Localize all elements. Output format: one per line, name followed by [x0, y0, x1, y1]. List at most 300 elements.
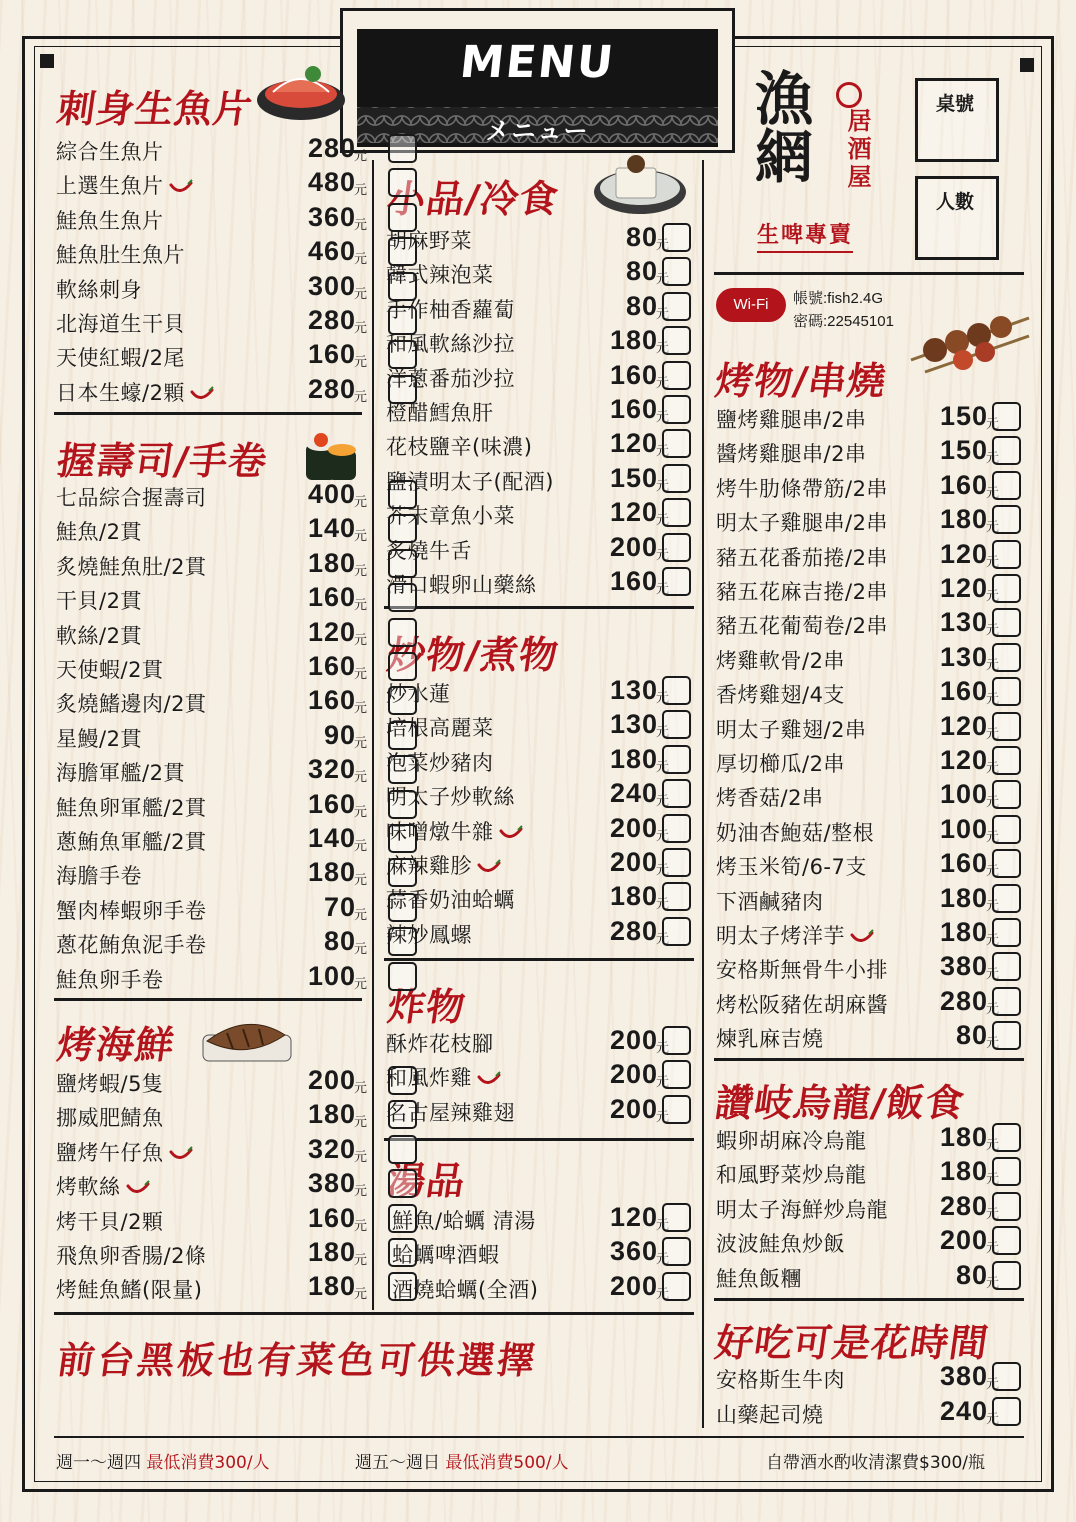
item-price: 280	[307, 133, 356, 163]
price-unit: 元	[656, 1218, 670, 1233]
price-unit: 元	[354, 1253, 368, 1268]
order-checkbox[interactable]	[662, 464, 691, 493]
chili-pepper-icon	[168, 179, 194, 195]
menu-item-sushi	[56, 617, 420, 651]
menu-item-appetizers	[386, 394, 694, 428]
menu-item-stir-fry	[386, 744, 694, 778]
item-price: 240	[609, 778, 658, 809]
price-unit: 元	[986, 829, 1000, 845]
skewer-icon	[905, 290, 1035, 374]
table-number-box[interactable]	[915, 78, 999, 162]
order-checkbox[interactable]	[662, 848, 691, 877]
item-price: 380	[939, 1361, 988, 1391]
order-checkbox[interactable]	[662, 257, 691, 286]
menu-item-stir-fry	[386, 916, 694, 950]
menu-item-sushi	[56, 892, 420, 926]
item-price: 200	[307, 1065, 356, 1095]
item-name: 蛤蠣啤酒蝦	[392, 1243, 500, 1268]
order-checkbox[interactable]	[388, 134, 417, 163]
price-unit: 元	[986, 1206, 1000, 1222]
item-name: 星鰻/2貫	[56, 726, 142, 751]
menu-item-skewers	[716, 848, 1024, 882]
price-unit: 元	[354, 976, 368, 992]
price-unit: 元	[354, 217, 368, 233]
tofu-dish-icon	[590, 148, 690, 220]
order-checkbox[interactable]	[992, 987, 1021, 1016]
order-checkbox[interactable]	[992, 712, 1021, 741]
price-unit: 元	[354, 1184, 368, 1200]
item-name: 鹽烤蝦/5隻	[56, 1072, 164, 1096]
order-checkbox[interactable]	[662, 917, 691, 946]
order-checkbox[interactable]	[992, 1157, 1021, 1186]
price-unit: 元	[656, 794, 670, 810]
price-unit: 元	[986, 692, 1000, 708]
blackboard-note: 前台黑板也有菜色可供選擇	[54, 1338, 541, 1382]
item-price: 80	[955, 1020, 988, 1051]
item-name: 和風野菜炒烏龍	[716, 1163, 867, 1188]
order-checkbox[interactable]	[992, 849, 1021, 878]
menu-item-appetizers	[386, 360, 694, 394]
order-checkbox[interactable]	[662, 1272, 691, 1301]
price-unit: 元	[986, 1138, 1000, 1153]
item-name: 炒水蓮	[386, 682, 451, 706]
menu-item-soup	[392, 1202, 694, 1236]
menu-item-skewers	[716, 814, 1024, 848]
order-checkbox[interactable]	[662, 1203, 691, 1232]
order-checkbox[interactable]	[992, 746, 1021, 775]
item-name: 洋蔥番茄沙拉	[386, 366, 515, 391]
menu-item-fried	[386, 1094, 694, 1128]
order-checkbox[interactable]	[662, 1026, 691, 1055]
order-checkbox[interactable]	[992, 608, 1021, 637]
item-name: 七品綜合握壽司	[56, 486, 207, 510]
price-unit: 元	[986, 520, 1000, 536]
menu-item-skewers	[716, 642, 1024, 676]
price-unit: 元	[354, 770, 368, 786]
section-rule	[714, 1298, 1024, 1301]
item-name: 軟絲刺身	[56, 277, 142, 302]
item-name: 下酒鹹豬肉	[716, 889, 824, 914]
order-checkbox[interactable]	[992, 436, 1021, 465]
price-unit: 元	[986, 1241, 1000, 1257]
menu-title: MENU	[457, 37, 618, 88]
menu-item-grilled-seafood	[56, 1271, 420, 1305]
order-checkbox[interactable]	[992, 1021, 1021, 1050]
item-price: 160	[939, 848, 988, 879]
price-unit: 元	[986, 933, 1000, 948]
price-unit: 元	[354, 735, 368, 751]
price-unit: 元	[986, 451, 1000, 467]
order-checkbox[interactable]	[992, 1362, 1021, 1391]
order-checkbox[interactable]	[992, 505, 1021, 534]
section-rule	[54, 998, 362, 1001]
item-name: 山藥起司燒	[716, 1403, 824, 1427]
price-unit: 元	[986, 485, 1000, 501]
item-price: 80	[625, 222, 658, 252]
item-price: 320	[307, 754, 356, 785]
item-price: 280	[307, 305, 356, 335]
price-unit: 元	[986, 1377, 1000, 1392]
item-name: 烤軟絲	[56, 1171, 151, 1201]
people-count-box[interactable]	[915, 176, 999, 260]
order-checkbox[interactable]	[662, 710, 691, 739]
order-checkbox[interactable]	[992, 471, 1021, 500]
menu-item-fried	[386, 1059, 694, 1093]
item-name: 蝦卵胡麻冷烏龍	[716, 1129, 867, 1153]
price-unit: 元	[986, 657, 1000, 673]
item-price: 130	[609, 709, 658, 740]
menu-item-udon	[716, 1191, 1024, 1225]
menu-item-appetizers	[386, 428, 694, 462]
item-price: 180	[307, 1099, 356, 1130]
menu-item-grilled-seafood	[56, 1168, 420, 1202]
item-name: 豬五花麻吉捲/2串	[716, 580, 888, 604]
menu-item-skewers	[716, 470, 1024, 504]
item-name: 豬五花葡萄卷/2串	[716, 614, 888, 639]
price-unit: 元	[354, 1287, 368, 1303]
order-checkbox[interactable]	[992, 884, 1021, 913]
menu-item-grilled-seafood	[56, 1065, 420, 1099]
menu-item-skewers	[716, 504, 1024, 538]
item-name: 鹽烤雞腿串/2串	[716, 408, 867, 432]
menu-item-sushi	[56, 857, 420, 891]
price-unit: 元	[354, 701, 368, 717]
order-checkbox[interactable]	[992, 402, 1021, 431]
price-unit: 元	[354, 632, 368, 648]
item-name: 醬烤雞腿串/2串	[716, 442, 867, 467]
menu-item-sushi	[56, 926, 420, 960]
section-title-appetizers: 小品/冷食	[384, 176, 562, 221]
price-unit: 元	[354, 667, 368, 682]
footer-weekend	[355, 1448, 569, 1473]
item-price: 90	[323, 719, 356, 750]
item-name: 明太子雞翅/2串	[716, 717, 867, 742]
price-unit: 元	[656, 691, 670, 706]
price-unit: 元	[986, 1001, 1000, 1017]
order-checkbox[interactable]	[388, 1135, 417, 1164]
menu-item-skewers	[716, 676, 1024, 710]
item-price: 140	[307, 823, 356, 853]
item-price: 120	[939, 745, 988, 775]
item-price: 180	[939, 917, 988, 947]
item-name: 干貝/2貫	[56, 589, 142, 614]
item-name: 炙燒牛舌	[386, 538, 472, 563]
menu-item-appetizers	[386, 463, 694, 497]
item-name: 鹽漬明太子(配酒)	[386, 469, 554, 494]
order-checkbox[interactable]	[992, 1261, 1021, 1290]
chili-pepper-icon	[498, 825, 524, 841]
item-price: 180	[939, 1156, 988, 1187]
menu-item-grilled-seafood	[56, 1099, 420, 1133]
order-checkbox[interactable]	[992, 1397, 1021, 1426]
menu-item-special	[716, 1361, 1024, 1395]
item-name: 酥炸花枝腳	[386, 1032, 494, 1056]
item-name: 明太子炒軟絲	[386, 785, 515, 810]
price-unit: 元	[656, 725, 670, 741]
price-unit: 元	[986, 554, 1000, 570]
price-unit: 元	[656, 478, 670, 494]
item-name: 蔥鮪魚軍艦/2貫	[56, 830, 207, 854]
menu-item-appetizers	[386, 222, 694, 256]
menu-item-skewers	[716, 883, 1024, 917]
item-name: 奶油杏鮑菇/整根	[716, 820, 875, 845]
footer-weekend-label: 週五～週日	[355, 1453, 440, 1473]
order-checkbox[interactable]	[662, 395, 691, 424]
item-price: 380	[307, 1168, 356, 1199]
order-checkbox[interactable]	[992, 1192, 1021, 1221]
item-name: 鮭魚生魚片	[56, 208, 164, 233]
menu-item-sashimi	[56, 167, 420, 201]
price-unit: 元	[656, 341, 670, 357]
item-name: 烤松阪豬佐胡麻醬	[716, 992, 888, 1017]
item-name: 豬五花番茄捲/2串	[716, 545, 888, 570]
footer-weekday-min: 最低消費300/人	[146, 1453, 270, 1473]
price-unit: 元	[986, 864, 1000, 880]
menu-item-skewers	[716, 779, 1024, 813]
order-checkbox[interactable]	[662, 567, 691, 596]
menu-item-sushi	[56, 479, 420, 513]
price-unit: 元	[986, 1172, 1000, 1188]
item-price: 200	[609, 812, 658, 843]
item-price: 160	[307, 788, 356, 819]
item-price: 480	[307, 167, 356, 198]
price-unit: 元	[354, 321, 368, 336]
item-price: 240	[939, 1396, 988, 1426]
section-title-sushi: 握壽司/手卷	[54, 438, 271, 483]
order-checkbox[interactable]	[662, 498, 691, 527]
item-name: 炙燒鮭魚肚/2貫	[56, 554, 207, 579]
footer-weekday	[56, 1448, 270, 1473]
order-checkbox[interactable]	[388, 618, 417, 647]
price-unit: 元	[354, 1218, 368, 1234]
menu-banner	[340, 8, 735, 153]
item-name: 胡麻野菜	[386, 229, 472, 253]
section-title-stir-fry: 炒物/煮物	[384, 632, 562, 677]
item-price: 160	[609, 359, 658, 390]
order-checkbox[interactable]	[662, 1060, 691, 1089]
item-name: 軟絲/2貫	[56, 623, 142, 648]
order-checkbox[interactable]	[992, 918, 1021, 947]
item-name: 和風軟絲沙拉	[386, 332, 515, 357]
section-rule	[54, 412, 362, 415]
menu-item-appetizers	[386, 532, 694, 566]
price-unit: 元	[986, 589, 1000, 604]
sashimi-plate-icon	[253, 52, 349, 126]
menu-item-skewers	[716, 917, 1024, 951]
item-price: 200	[609, 531, 658, 562]
menu-item-stir-fry	[386, 847, 694, 881]
price-unit: 元	[354, 1115, 368, 1131]
menu-item-sushi	[56, 685, 420, 719]
item-price: 200	[609, 847, 658, 877]
footer-weekend-min: 最低消費500/人	[445, 1453, 569, 1473]
order-checkbox[interactable]	[992, 574, 1021, 603]
order-checkbox[interactable]	[662, 745, 691, 774]
item-name: 烤干貝/2顆	[56, 1209, 164, 1234]
menu-item-stir-fry	[386, 709, 694, 743]
section-rule	[384, 1138, 694, 1141]
column-divider	[702, 160, 704, 1428]
item-price: 320	[307, 1133, 356, 1164]
menu-item-appetizers	[386, 256, 694, 290]
order-checkbox[interactable]	[662, 676, 691, 705]
item-price: 130	[939, 607, 988, 638]
price-unit: 元	[656, 1075, 670, 1091]
order-checkbox[interactable]	[662, 882, 691, 911]
item-name: 北海道生干貝	[56, 312, 185, 336]
item-price: 140	[307, 513, 356, 544]
menu-item-stir-fry	[386, 813, 694, 847]
item-name: 鮭魚/2貫	[56, 520, 142, 545]
item-price: 280	[939, 1190, 988, 1221]
item-price: 200	[609, 1270, 658, 1301]
price-unit: 元	[656, 1109, 670, 1125]
item-name: 烤玉米筍/6-7支	[716, 855, 867, 880]
item-price: 180	[307, 857, 356, 888]
order-checkbox[interactable]	[662, 326, 691, 355]
menu-item-sushi	[56, 823, 420, 857]
item-name: 蟹肉棒蝦卵手卷	[56, 898, 207, 923]
item-price: 360	[609, 1236, 658, 1267]
price-unit: 元	[656, 375, 670, 391]
price-unit: 元	[986, 1412, 1000, 1427]
price-unit: 元	[656, 238, 670, 253]
item-name: 鹽烤午仔魚	[56, 1137, 194, 1167]
price-unit: 元	[986, 761, 1000, 776]
menu-item-skewers	[716, 951, 1024, 985]
order-checkbox[interactable]	[662, 1095, 691, 1124]
section-title-soup: 湯品	[384, 1158, 469, 1203]
item-name: 辣炒鳳螺	[386, 922, 472, 947]
order-checkbox[interactable]	[992, 952, 1021, 981]
item-name: 波波鮭魚炒飯	[716, 1232, 845, 1257]
price-unit: 元	[354, 389, 368, 405]
item-name: 挪威肥鯖魚	[56, 1106, 164, 1131]
menu-item-skewers	[716, 1020, 1024, 1054]
menu-item-skewers	[716, 401, 1024, 435]
section-rule	[714, 1058, 1024, 1061]
menu-item-stir-fry	[386, 881, 694, 915]
price-unit: 元	[354, 942, 368, 958]
section-title-sashimi: 刺身生魚片	[54, 86, 256, 131]
item-name: 烤鮭魚鰭(限量)	[56, 1278, 203, 1303]
item-price: 380	[939, 951, 988, 982]
item-price: 120	[307, 616, 356, 647]
grilled-fish-icon	[197, 1005, 297, 1067]
chili-pepper-icon	[125, 1180, 151, 1196]
item-name: 香烤雞翅/4支	[716, 683, 845, 708]
price-unit: 元	[656, 931, 670, 947]
price-unit: 元	[354, 907, 368, 923]
order-checkbox[interactable]	[388, 962, 417, 991]
menu-item-skewers	[716, 607, 1024, 641]
item-price: 160	[609, 394, 658, 424]
brand-subname: 居酒屋	[843, 108, 872, 192]
item-price: 160	[307, 651, 356, 681]
price-unit: 元	[986, 1036, 1000, 1052]
price-unit: 元	[986, 1275, 1000, 1291]
price-unit: 元	[656, 444, 670, 460]
brand-wave-icon	[836, 82, 862, 108]
price-unit: 元	[354, 839, 368, 854]
menu-item-special	[716, 1396, 1024, 1430]
price-unit: 元	[656, 1252, 670, 1268]
order-checkbox[interactable]	[388, 1169, 417, 1198]
price-unit: 元	[354, 873, 368, 889]
menu-item-sashimi	[56, 271, 420, 305]
menu-item-soup	[392, 1236, 694, 1270]
menu-item-udon	[716, 1260, 1024, 1294]
item-price: 200	[939, 1225, 988, 1256]
wifi-password: 密碼:22545101	[793, 313, 894, 330]
order-checkbox[interactable]	[662, 429, 691, 458]
order-checkbox[interactable]	[992, 815, 1021, 844]
order-checkbox[interactable]	[992, 540, 1021, 569]
price-unit: 元	[656, 863, 670, 878]
order-checkbox[interactable]	[992, 1226, 1021, 1255]
item-name: 明太子海鮮炒烏龍	[716, 1197, 888, 1222]
price-unit: 元	[656, 272, 670, 288]
menu-item-sashimi	[56, 374, 420, 408]
item-price: 400	[307, 479, 356, 509]
item-price: 200	[609, 1093, 658, 1124]
chili-pepper-icon	[849, 929, 875, 945]
order-checkbox[interactable]	[662, 533, 691, 562]
item-name: 芥末章魚小菜	[386, 504, 515, 529]
menu-item-stir-fry	[386, 778, 694, 812]
item-name: 名古屋辣雞翅	[386, 1100, 515, 1125]
order-checkbox[interactable]	[662, 292, 691, 321]
item-name: 味噌燉牛雜	[386, 816, 524, 846]
item-name: 鮮魚/蛤蠣 清湯	[392, 1209, 536, 1233]
order-checkbox[interactable]	[992, 643, 1021, 672]
menu-item-sushi	[56, 754, 420, 788]
order-checkbox[interactable]	[992, 780, 1021, 809]
section-title-special: 好吃可是花時間	[712, 1320, 992, 1365]
order-checkbox[interactable]	[992, 677, 1021, 706]
order-checkbox[interactable]	[662, 1237, 691, 1266]
order-checkbox[interactable]	[992, 1123, 1021, 1152]
price-unit: 元	[354, 1149, 368, 1165]
item-name: 上選生魚片	[56, 170, 194, 200]
order-checkbox[interactable]	[662, 779, 691, 808]
order-checkbox[interactable]	[662, 814, 691, 843]
menu-item-fried	[386, 1025, 694, 1059]
price-unit: 元	[354, 804, 368, 820]
price-unit: 元	[656, 897, 670, 913]
price-unit: 元	[986, 795, 1000, 811]
item-price: 200	[609, 1025, 658, 1055]
section-rule	[714, 272, 1024, 275]
item-name: 海膽軍艦/2貫	[56, 761, 185, 786]
item-name: 安格斯無骨牛小排	[716, 958, 888, 983]
price-unit: 元	[986, 898, 1000, 914]
order-checkbox[interactable]	[662, 223, 691, 252]
price-unit: 元	[354, 529, 368, 545]
item-name: 厚切櫛瓜/2串	[716, 752, 845, 776]
order-checkbox[interactable]	[662, 361, 691, 390]
item-name: 烤牛肋條帶筋/2串	[716, 476, 888, 501]
brand-name: 漁網	[755, 65, 814, 191]
item-price: 120	[609, 497, 658, 528]
menu-item-sashimi	[56, 202, 420, 236]
menu-item-sushi	[56, 582, 420, 616]
menu-item-skewers	[716, 539, 1024, 573]
order-checkbox[interactable]	[388, 168, 417, 197]
item-name: 橙醋鱈魚肝	[386, 401, 494, 425]
price-unit: 元	[354, 495, 368, 510]
section-rule	[54, 1312, 694, 1315]
